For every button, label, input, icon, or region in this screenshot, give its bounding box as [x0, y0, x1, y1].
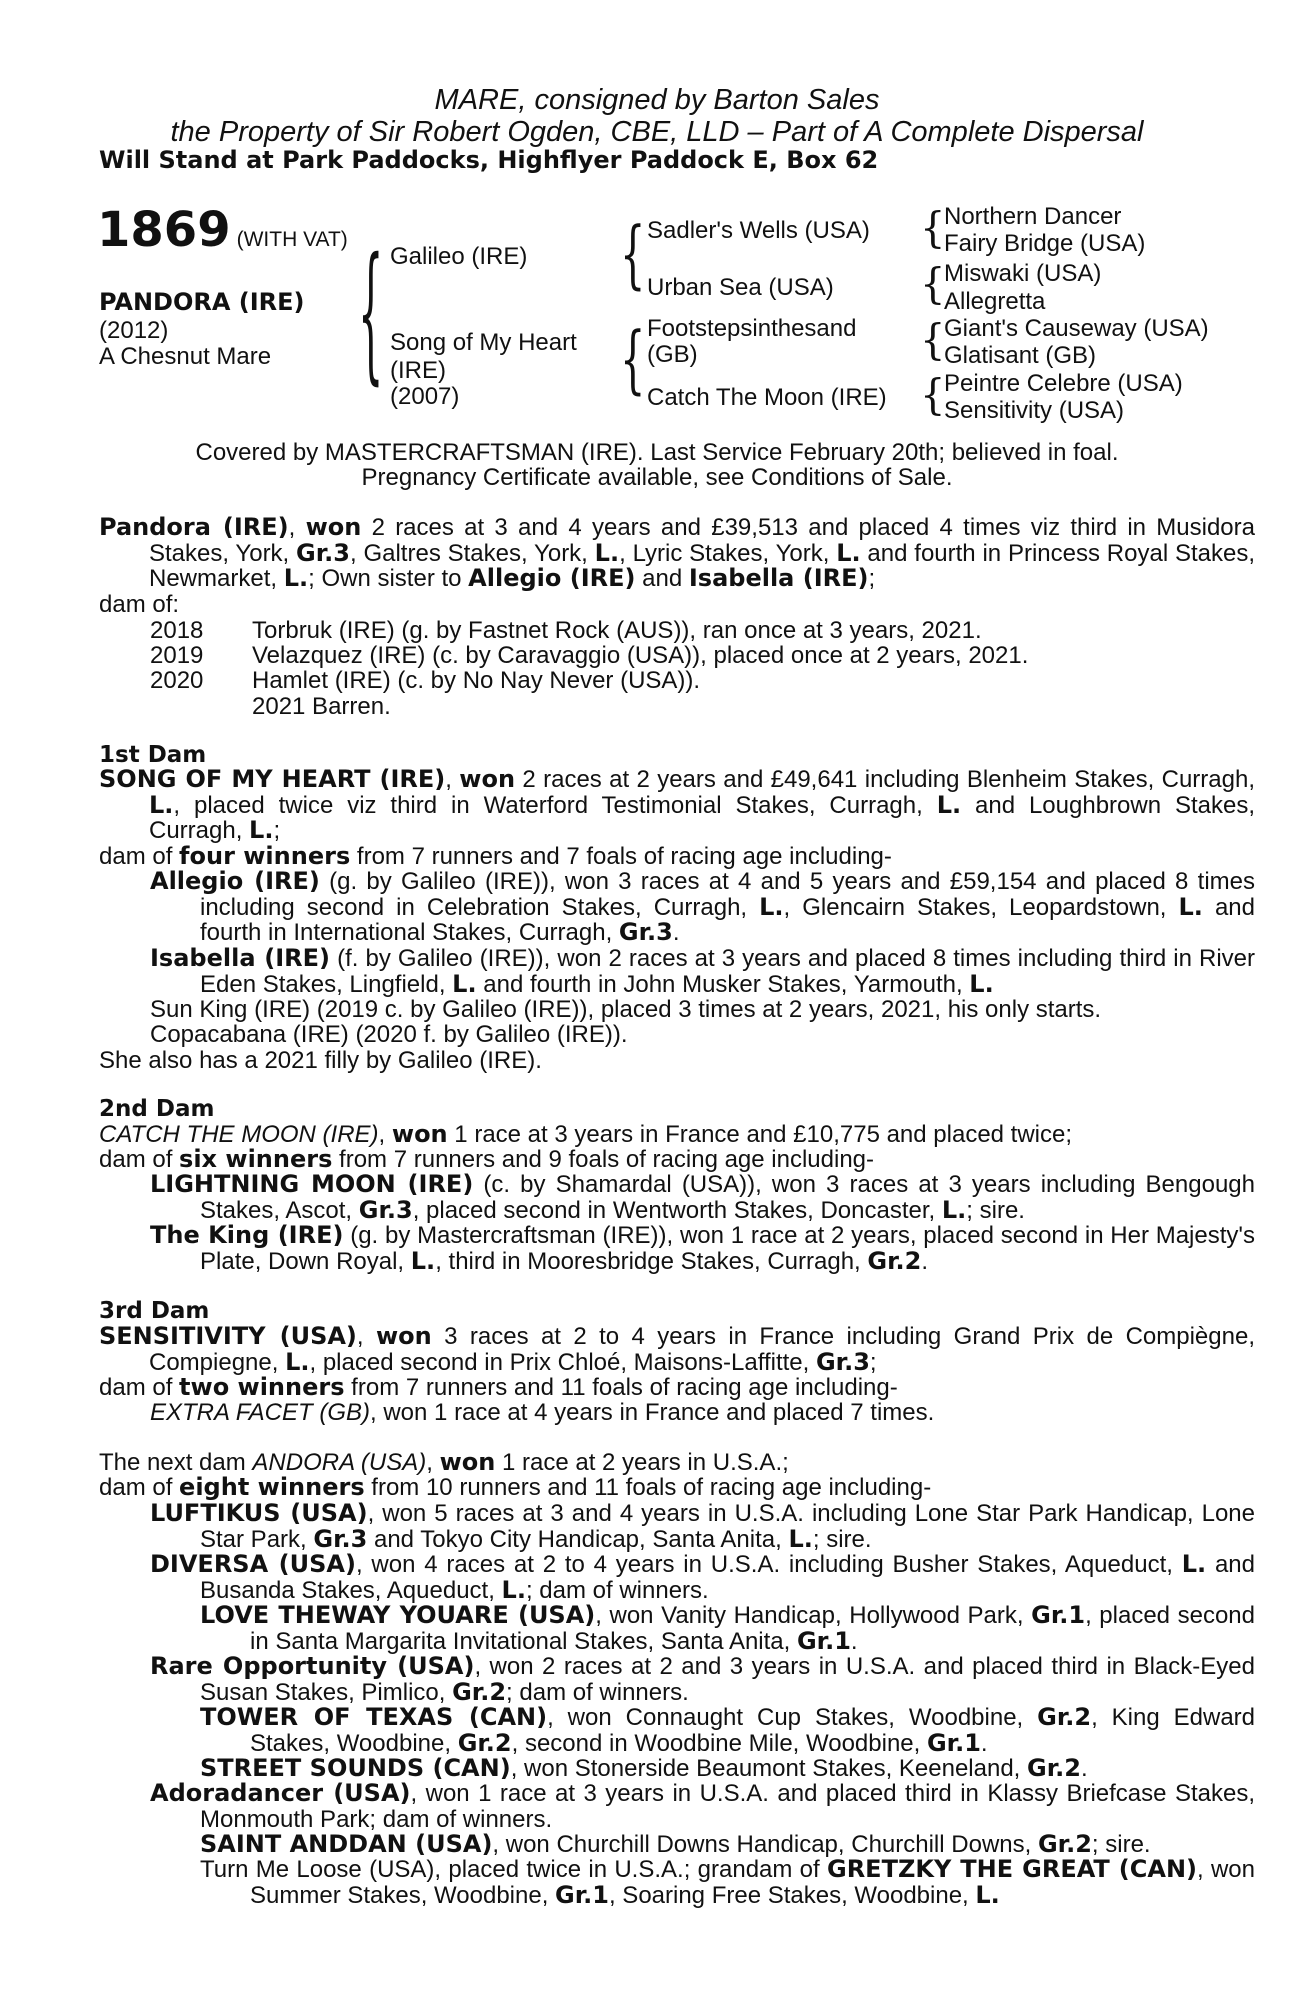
lot-number-block	[97, 202, 348, 258]
produce-entry: LOVE THEWAY YOUARE (USA), won Vanity Handicap, Hollywood Park, Gr.1, placed second in Santa Margarita Invitational Stakes, Santa Anita, Gr.1.	[200, 1601, 1255, 1655]
first-dam-produce-summary: dam of four winners from 7 runners and 7 foals of racing age including-	[99, 842, 892, 870]
produce-entry: LIGHTNING MOON (IRE) (c. by Shamardal (USA)), won 3 races at 3 years including Bengough Stakes, Ascot, Gr.3, placed second in Wentworth Stakes, Doncaster, L.; sire.	[150, 1170, 1255, 1224]
pedigree-brace-1: {	[920, 204, 946, 253]
second-dam-produce-summary: dam of six winners from 7 runners and 9 foals of racing age including-	[99, 1145, 875, 1173]
dam-of-label: dam of:	[99, 591, 180, 618]
produce-entry: The King (IRE) (g. by Mastercraftsman (IRE)), won 1 race at 2 years, placed second in Her Majesty's Plate, Down Royal, L., third in Mooresbridge Stakes, Curragh, Gr.2.	[150, 1221, 1255, 1275]
third-dam-produce-summary: dam of two winners from 7 runners and 11 foals of racing age including-	[99, 1373, 898, 1401]
horse-name: PANDORA (IRE)	[99, 288, 305, 316]
produce-entry: Turn Me Loose (USA), placed twice in U.S.A.; grandam of GRETZKY THE GREAT (CAN), won Summer Stakes, Woodbine, Gr.1, Soaring Free Stakes, Woodbine, L.	[200, 1855, 1255, 1909]
sibling-isabella: Isabella (IRE)	[688, 564, 869, 593]
pedigree-sds: Miswaki (USA)	[944, 260, 1102, 287]
produce-entry: LUFTIKUS (USA), won 5 races at 3 and 4 years in U.S.A. including Lone Star Park Handicap, Lone Star Park, Gr.3 and Tokyo City Handicap, Santa Anita, L.; sire.	[150, 1499, 1255, 1553]
third-dam-heading: 3rd Dam	[99, 1298, 210, 1324]
progeny-row: 2018 Torbruk (IRE) (g. by Fastnet Rock (AUS)), ran once at 3 years, 2021.	[150, 617, 982, 644]
mare-summary: Pandora (IRE), won 2 races at 3 and 4 years and £39,513 and placed 4 times viz third in Musidora Stakes, York, Gr.3, Galtres Stakes, York, L., Lyric Stakes, York, L. and fourth in Princess Royal Stakes, Newmarket, L.; Own sister to Allegio (IRE) and Isabella (IRE);	[99, 513, 1255, 593]
consignor-line: MARE, consigned by Barton Sales	[434, 84, 880, 116]
pedigree-brace-4: {	[920, 371, 946, 420]
third-dam-summary: SENSITIVITY (USA), won 3 races at 2 to 4 years in France including Grand Prix de Compiègne, Compiegne, L., placed second in Prix Chloé, Maisons-Laffitte, Gr.3;	[99, 1322, 1255, 1376]
progeny-row: 2019 Velazquez (IRE) (c. by Caravaggio (USA)), placed once at 2 years, 2021.	[150, 642, 1029, 669]
pedigree-sire-sire: Sadler's Wells (USA)	[647, 217, 870, 244]
pedigree-sire-dam: Urban Sea (USA)	[647, 274, 834, 301]
produce-entry: Adoradancer (USA), won 1 race at 3 years in U.S.A. and placed third in Klassy Briefcase Stakes, Monmouth Park; dam of winners.	[150, 1779, 1255, 1833]
produce-entry: Sun King (IRE) (2019 c. by Galileo (IRE)), placed 3 times at 2 years, 2021, his only starts.	[150, 996, 1102, 1023]
pedigree-dam-dam: Catch The Moon (IRE)	[647, 384, 887, 411]
pedigree-dam-line1: Song of My Heart	[390, 329, 577, 356]
pedigree-brace-main: {	[358, 230, 384, 401]
produce-entry: Rare Opportunity (USA), won 2 races at 2 and 3 years in U.S.A. and placed third in Black-Eyed Susan Stakes, Pimlico, Gr.2; dam of winners.	[150, 1652, 1255, 1706]
next-dam-summary: The next dam ANDORA (USA), won 1 race at 2 years in U.S.A.;	[99, 1448, 789, 1476]
pedigree-brace-2: {	[920, 260, 946, 309]
pedigree-dds: Peintre Celebre (USA)	[944, 370, 1183, 397]
property-line: the Property of Sir Robert Ogden, CBE, LLD – Part of A Complete Dispersal	[170, 116, 1144, 148]
first-dam-heading: 1st Dam	[99, 742, 207, 768]
produce-note: She also has a 2021 filly by Galileo (IRE).	[99, 1047, 542, 1074]
third-dam-name: SENSITIVITY (USA)	[99, 1322, 357, 1350]
pregnancy-line: Pregnancy Certificate available, see Conditions of Sale.	[361, 464, 953, 491]
stand-location: Will Stand at Park Paddocks, Highflyer Paddock E, Box 62	[99, 146, 879, 174]
pedigree-sss: Northern Dancer	[944, 203, 1122, 230]
next-dam-produce-summary: dam of eight winners from 10 runners and 11 foals of racing age including-	[99, 1473, 932, 1501]
horse-description: A Chesnut Mare	[99, 343, 272, 370]
pedigree-brace-3: {	[920, 316, 946, 365]
progeny-row: 2020 Hamlet (IRE) (c. by No Nay Never (USA)).	[150, 667, 701, 694]
next-dam-name: ANDORA (USA)	[252, 1449, 427, 1476]
produce-entry: Copacabana (IRE) (2020 f. by Galileo (IRE)).	[150, 1021, 628, 1048]
covered-line: Covered by MASTERCRAFTSMAN (IRE). Last Service February 20th; believed in foal.	[195, 439, 1119, 466]
progeny-row: 2021 Barren.	[252, 693, 391, 720]
produce-entry: STREET SOUNDS (CAN), won Stonerside Beaumont Stakes, Keeneland, Gr.2.	[200, 1754, 1088, 1782]
mare-name: Pandora (IRE)	[99, 513, 289, 541]
foaling-year: (2012)	[99, 317, 169, 344]
pedigree-dss: Giant's Causeway (USA)	[944, 315, 1209, 342]
lot-number: 1869	[97, 202, 231, 258]
second-dam-name: CATCH THE MOON (IRE)	[99, 1121, 379, 1148]
pedigree-dam-sire-line1: Footstepsinthesand	[647, 315, 857, 342]
pedigree-dam-line3: (2007)	[390, 383, 460, 410]
pedigree-sdd: Allegretta	[944, 288, 1046, 315]
pedigree-ssd: Fairy Bridge (USA)	[944, 230, 1146, 257]
second-dam-summary: CATCH THE MOON (IRE), won 1 race at 3 years in France and £10,775 and placed twice;	[99, 1120, 1073, 1148]
produce-entry: EXTRA FACET (GB), won 1 race at 4 years in France and placed 7 times.	[150, 1399, 935, 1426]
second-dam-heading: 2nd Dam	[99, 1096, 215, 1122]
produce-entry: Isabella (IRE) (f. by Galileo (IRE)), won 2 races at 3 years and placed 8 times including third in River Eden Stakes, Lingfield, L. and fourth in John Musker Stakes, Yarmouth, L.	[150, 944, 1255, 998]
produce-entry: SAINT ANDDAN (USA), won Churchill Downs Handicap, Churchill Downs, Gr.2; sire.	[200, 1830, 1151, 1858]
produce-entry: DIVERSA (USA), won 4 races at 2 to 4 years in U.S.A. including Busher Stakes, Aqueduct, L. and Busanda Stakes, Aqueduct, L.; dam of winners.	[150, 1550, 1255, 1604]
pedigree-brace-dam: {	[620, 318, 646, 404]
pedigree-dam-sire-line2: (GB)	[647, 341, 698, 368]
produce-entry: TOWER OF TEXAS (CAN), won Connaught Cup Stakes, Woodbine, Gr.2, King Edward Stakes, Woodbine, Gr.2, second in Woodbine Mile, Woodbine, Gr.1.	[200, 1703, 1256, 1757]
pedigree-ddd: Sensitivity (USA)	[944, 397, 1125, 424]
first-dam-name: SONG OF MY HEART (IRE)	[99, 765, 446, 793]
first-dam-summary: SONG OF MY HEART (IRE), won 2 races at 2 years and £49,641 including Blenheim Stakes, Curragh, L., placed twice viz third in Waterford Testimonial Stakes, Curragh, L. and Loughbrown Stakes, Curragh, L.;	[99, 765, 1255, 845]
pedigree-sire: Galileo (IRE)	[390, 243, 528, 270]
pedigree-brace-sire: {	[620, 213, 646, 299]
sibling-allegio: Allegio (IRE)	[468, 564, 636, 593]
pedigree-dsd: Glatisant (GB)	[944, 342, 1097, 369]
pedigree-dam-line2: (IRE)	[390, 357, 446, 384]
produce-entry: Allegio (IRE) (g. by Galileo (IRE)), won 3 races at 4 and 5 years and £59,154 and placed 8 times including second in Celebration Stakes, Curragh, L., Glencairn Stakes, Leopardstown, L. and fourth in International Stakes, Curragh, Gr.3.	[150, 867, 1255, 947]
vat-note: (WITH VAT)	[236, 228, 348, 251]
